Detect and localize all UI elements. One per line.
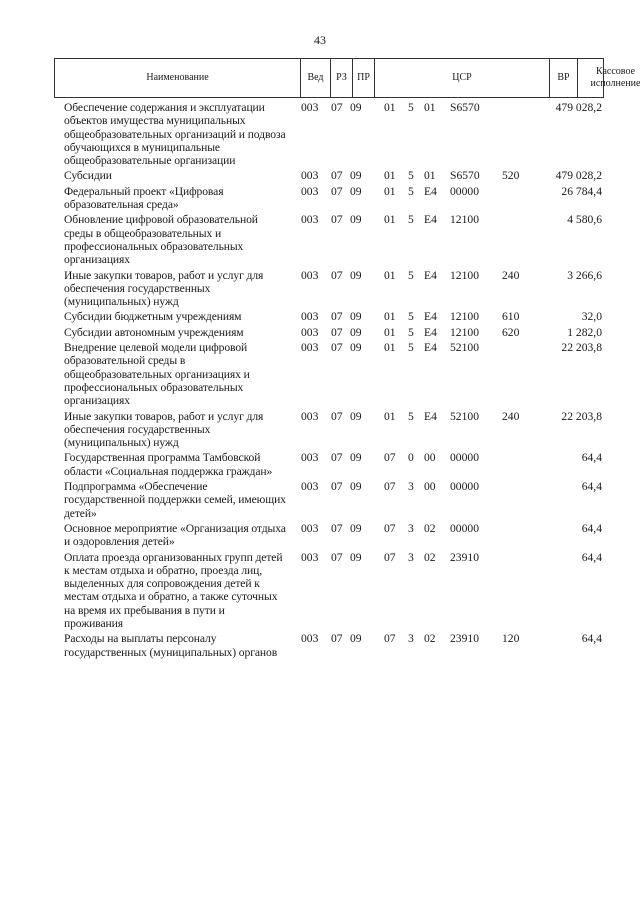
cell-pr: 09 <box>350 169 362 183</box>
cell-csr-subprogram: 5 <box>408 169 414 183</box>
cell-csr-main: E4 <box>424 213 437 227</box>
table-row <box>0 451 640 478</box>
cell-csr-subprogram: 0 <box>408 451 414 465</box>
table-row <box>0 341 640 407</box>
cell-ved: 003 <box>301 101 319 114</box>
table-header <box>54 58 640 98</box>
cell-rz: 07 <box>331 632 343 646</box>
cell-csr-main: 02 <box>424 521 436 535</box>
cell-ved: 003 <box>301 169 319 183</box>
header-rz: РЗ <box>331 59 353 97</box>
cell-rz: 07 <box>331 325 343 339</box>
cell-rz: 07 <box>331 451 343 465</box>
cell-rz: 07 <box>331 310 343 324</box>
cell-csr-subprogram: 3 <box>408 632 414 646</box>
cell-name: Обеспечение содержания и эксплуатации объектов имущества муниципальных общеобразовательных организаций и подвоза обучающихся в муниципальные общеобразовательные организации <box>64 101 286 168</box>
cell-csr-direction: 23910 <box>450 550 479 564</box>
cell-rz: 07 <box>331 521 343 535</box>
cell-csr-direction: 23910 <box>450 632 479 646</box>
cell-csr-direction: 12100 <box>450 310 479 324</box>
header-name: Наименование <box>55 59 301 97</box>
table-row <box>0 480 640 520</box>
cell-csr-subprogram: 5 <box>408 184 414 198</box>
cell-ved: 003 <box>301 268 319 282</box>
cell-pr: 09 <box>350 101 362 114</box>
cell-sum: 1 282,0 <box>567 325 602 339</box>
cell-csr-main: E4 <box>424 184 437 198</box>
cell-vr: 610 <box>502 310 520 324</box>
cell-csr-subprogram: 3 <box>408 550 414 564</box>
cell-csr-subprogram: 5 <box>408 310 414 324</box>
cell-sum: 26 784,4 <box>561 184 602 198</box>
cell-pr: 09 <box>350 310 362 324</box>
cell-csr-program: 07 <box>384 480 396 494</box>
cell-csr-direction: 12100 <box>450 325 479 339</box>
cell-name: Расходы на выплаты персоналу государственных (муниципальных) органов <box>64 632 278 659</box>
cell-csr-direction: 12100 <box>450 268 479 282</box>
cell-csr-main: 02 <box>424 632 436 646</box>
cell-pr: 09 <box>350 341 362 355</box>
cell-ved: 003 <box>301 341 319 355</box>
table-row <box>0 326 640 339</box>
cell-csr-subprogram: 3 <box>408 521 414 535</box>
cell-csr-subprogram: 5 <box>408 325 414 339</box>
cell-rz: 07 <box>331 169 343 183</box>
cell-csr-program: 01 <box>384 169 396 183</box>
cell-csr-program: 01 <box>384 409 396 423</box>
cell-ved: 003 <box>301 184 319 198</box>
cell-name: Субсидии <box>64 169 112 183</box>
cell-ved: 003 <box>301 632 319 646</box>
cell-csr-subprogram: 5 <box>408 268 414 282</box>
cell-pr: 09 <box>350 325 362 339</box>
cell-sum: 3 266,6 <box>567 268 602 282</box>
header-sum: Кассовое исполнение <box>590 66 640 89</box>
cell-vr: 520 <box>502 169 520 183</box>
cell-ved: 003 <box>301 550 319 564</box>
cell-rz: 07 <box>331 101 343 114</box>
cell-csr-subprogram: 3 <box>408 480 414 494</box>
cell-name: Внедрение целевой модели цифровой образовательной среды в общеобразовательных организациях и профессиональных образовательных организациях <box>64 341 250 408</box>
table-row <box>0 632 640 659</box>
cell-csr-program: 01 <box>384 101 396 114</box>
cell-name: Обновление цифровой образовательной среды в общеобразовательных и профессиональных образовательных организациях <box>64 213 258 267</box>
cell-csr-subprogram: 5 <box>408 101 414 114</box>
cell-csr-main: 00 <box>424 480 436 494</box>
cell-csr-main: 01 <box>424 101 436 114</box>
cell-vr: 240 <box>502 268 520 282</box>
cell-csr-subprogram: 5 <box>408 409 414 423</box>
cell-name: Иные закупки товаров, работ и услуг для обеспечения государственных (муниципальных) нужд <box>64 409 264 450</box>
cell-rz: 07 <box>331 213 343 227</box>
cell-vr: 240 <box>502 409 520 423</box>
cell-name: Подпрограмма «Обеспечение государственной поддержки семей, имеющих детей» <box>64 480 286 520</box>
cell-csr-direction: 00000 <box>450 480 479 494</box>
cell-name: Субсидии бюджетным учреждениям <box>64 310 242 324</box>
cell-sum: 64,4 <box>581 521 602 535</box>
table-row <box>0 551 640 631</box>
cell-pr: 09 <box>350 409 362 423</box>
cell-csr-main: E4 <box>424 341 437 355</box>
cell-sum: 64,4 <box>581 550 602 564</box>
cell-rz: 07 <box>331 184 343 198</box>
cell-name: Основное мероприятие «Организация отдыха и оздоровления детей» <box>64 521 286 549</box>
cell-csr-main: 01 <box>424 169 436 183</box>
cell-csr-program: 01 <box>384 184 396 198</box>
cell-name: Федеральный проект «Цифровая образовательная среда» <box>64 184 224 212</box>
cell-vr: 620 <box>502 325 520 339</box>
cell-csr-main: E4 <box>424 409 437 423</box>
cell-csr-program: 07 <box>384 451 396 465</box>
header-csr: ЦСР <box>375 59 550 97</box>
cell-sum: 22 203,8 <box>561 341 602 355</box>
cell-ved: 003 <box>301 521 319 535</box>
cell-csr-subprogram: 5 <box>408 341 414 355</box>
cell-name: Оплата проезда организованных групп детей к местам отдыха и обратно, проезда лиц, выделенных для сопровождения детей к местам отдыха и обратно, а также суточных на время их пребывания в пути и проживания <box>64 550 283 630</box>
cell-rz: 07 <box>331 268 343 282</box>
cell-name: Государственная программа Тамбовской области «Социальная поддержка граждан» <box>64 451 273 478</box>
cell-pr: 09 <box>350 632 362 646</box>
table-body <box>0 101 640 661</box>
header-ved: Вед <box>301 59 331 97</box>
cell-csr-program: 01 <box>384 213 396 227</box>
cell-csr-subprogram: 5 <box>408 213 414 227</box>
cell-csr-main: E4 <box>424 268 437 282</box>
cell-csr-direction: 12100 <box>450 213 479 227</box>
cell-sum: 32,0 <box>581 310 602 324</box>
cell-csr-direction: S6570 <box>450 169 480 183</box>
header-vr: ВР <box>550 59 578 97</box>
cell-csr-direction: 00000 <box>450 184 479 198</box>
cell-rz: 07 <box>331 550 343 564</box>
cell-csr-direction: 52100 <box>450 409 479 423</box>
header-pr: ПР <box>353 59 375 97</box>
page-number: 43 <box>314 33 326 47</box>
cell-sum: 22 203,8 <box>561 409 602 423</box>
cell-csr-direction: 00000 <box>450 451 479 465</box>
cell-ved: 003 <box>301 480 319 494</box>
cell-pr: 09 <box>350 480 362 494</box>
cell-csr-program: 07 <box>384 632 396 646</box>
cell-pr: 09 <box>350 521 362 535</box>
cell-sum: 64,4 <box>581 480 602 494</box>
cell-pr: 09 <box>350 184 362 198</box>
cell-ved: 003 <box>301 213 319 227</box>
cell-sum: 64,4 <box>581 451 602 465</box>
cell-sum: 479 028,2 <box>555 101 602 114</box>
cell-csr-program: 01 <box>384 325 396 339</box>
cell-csr-main: E4 <box>424 325 437 339</box>
cell-sum: 479 028,2 <box>555 169 602 183</box>
cell-ved: 003 <box>301 451 319 465</box>
cell-pr: 09 <box>350 550 362 564</box>
table-row <box>0 410 640 450</box>
cell-csr-program: 07 <box>384 521 396 535</box>
cell-csr-program: 01 <box>384 268 396 282</box>
table-row <box>0 185 640 212</box>
cell-pr: 09 <box>350 213 362 227</box>
cell-rz: 07 <box>331 480 343 494</box>
cell-name: Иные закупки товаров, работ и услуг для обеспечения государственных (муниципальных) нужд <box>64 268 264 309</box>
cell-csr-main: E4 <box>424 310 437 324</box>
cell-ved: 003 <box>301 409 319 423</box>
cell-csr-direction: S6570 <box>450 101 480 114</box>
cell-csr-main: 00 <box>424 451 436 465</box>
cell-pr: 09 <box>350 268 362 282</box>
cell-ved: 003 <box>301 325 319 339</box>
cell-rz: 07 <box>331 341 343 355</box>
table-row <box>0 169 640 182</box>
cell-vr: 120 <box>502 632 520 646</box>
cell-csr-program: 01 <box>384 310 396 324</box>
cell-csr-program: 07 <box>384 550 396 564</box>
cell-csr-direction: 52100 <box>450 341 479 355</box>
cell-pr: 09 <box>350 451 362 465</box>
cell-csr-direction: 00000 <box>450 521 479 535</box>
cell-sum: 64,4 <box>581 632 602 646</box>
cell-csr-program: 01 <box>384 341 396 355</box>
cell-sum: 4 580,6 <box>567 213 602 227</box>
table-row <box>0 101 640 167</box>
cell-ved: 003 <box>301 310 319 324</box>
table-row <box>0 269 640 309</box>
cell-csr-main: 02 <box>424 550 436 564</box>
cell-rz: 07 <box>331 409 343 423</box>
table-row <box>0 213 640 266</box>
table-row <box>0 522 640 549</box>
table-row <box>0 310 640 323</box>
cell-name: Субсидии автономным учреждениям <box>64 325 244 339</box>
